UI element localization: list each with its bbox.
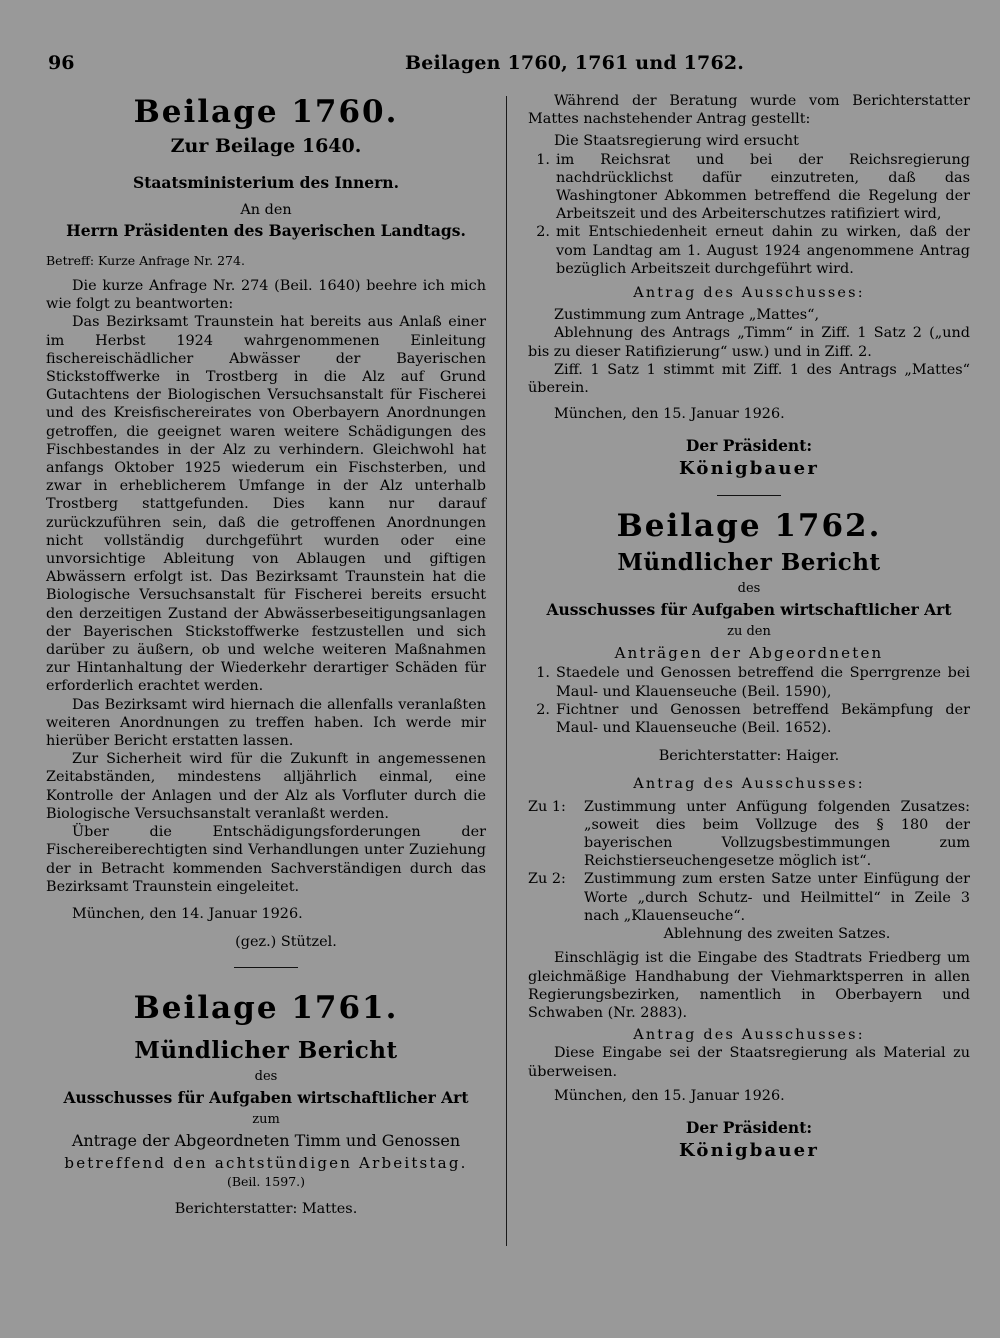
- ersucht-line: Die Staatsregierung wird ersucht: [554, 133, 799, 150]
- praesident-name-1762: Königbauer: [678, 1139, 820, 1161]
- praesident-label-1761: Der Präsident:: [685, 436, 813, 456]
- paragraph-3: Das Bezirksamt wird hiernach die allenfalls veranlaßten weiteren Anordnungen zu treffen haben. Ich werde mir hierüber Bericht erstatten lassen.: [46, 696, 486, 750]
- zu-2-entry: [528, 870, 970, 925]
- zu-2-text: Zustimmung zum ersten Satze unter Einfügung der Worte „durch Schutz- und Heilmittel“ in Zeile 3 nach „Klauenseuche“.: [584, 871, 970, 924]
- antrag-line-2: Ablehnung des Antrags „Timm“ in Ziff. 1 Satz 2 („und bis zu dieser Ratifizierung“ usw.) und in Ziff. 2.: [528, 325, 970, 360]
- list-item: [528, 664, 970, 700]
- antrag-heading-1762: Antrag des Ausschusses:: [633, 776, 865, 793]
- beil-1597: (Beil. 1597.): [226, 1174, 306, 1190]
- ministry-line: Staatsministerium des Innern.: [133, 173, 399, 192]
- addressee-line: Herrn Präsidenten des Bayerischen Landtags.: [66, 221, 466, 240]
- rapporteur-1761: Berichterstatter: Mattes.: [174, 1201, 358, 1218]
- list-item-number: 1.: [536, 665, 550, 682]
- beilage-1761-title: Beilage 1761.: [133, 990, 399, 1027]
- date-line-1760: München, den 14. Januar 1926.: [72, 905, 303, 922]
- committee-line-1761: Ausschusses für Aufgaben wirtschaftlicher Art: [63, 1088, 469, 1108]
- antrag-line-3: Ziff. 1 Satz 1 stimmt mit Ziff. 1 des Antrags „Mattes“ überein.: [528, 361, 970, 397]
- praesident-label-1762: Der Präsident:: [685, 1117, 813, 1137]
- date-line-1762: München, den 15. Januar 1926.: [554, 1087, 785, 1104]
- eingabe-paragraph: Einschlägig ist die Eingabe des Stadtrats Friedberg um gleichmäßige Handhabung der Viehmarktsperren in allen Regierungsbezirken, namentlich in Oberbayern und Schwaben (Nr. 2883).: [528, 950, 970, 1021]
- section-rule: [717, 495, 781, 496]
- betreff-line: Betreff: Kurze Anfrage Nr. 274.: [46, 253, 245, 268]
- list-item-number: 2.: [536, 224, 550, 241]
- rapporteur-1762: Berichterstatter: Haiger.: [658, 748, 840, 765]
- paragraph-4: Zur Sicherheit wird für die Zukunft in angemessenen Zeitabständen, mindestens alljährlich einmal, eine Kontrolle der Anlagen und der Alz als Vorfluter durch die Biologische Versuchsanstalt veranlaßt werden.: [46, 751, 486, 822]
- list-item-text: im Reichsrat und bei der Reichsregierung nachdrücklichst dafür einzutreten, daß das Washingtoner Abkommen betreffend die Regelung der Arbeitszeit und des Arbeiterschutzes ratifiziert wird,: [556, 151, 970, 223]
- praesident-name-1761: Königbauer: [678, 458, 820, 480]
- beilage-1762-title: Beilage 1762.: [616, 508, 882, 545]
- antraegen-line: Anträgen der Abgeordneten: [614, 644, 884, 663]
- page-number: 96: [48, 52, 75, 74]
- committee-line-1762: Ausschusses für Aufgaben wirtschaftlicher Art: [546, 600, 952, 620]
- des-line-1762: des: [737, 581, 761, 597]
- right-column: [528, 92, 970, 1163]
- list-item: [528, 151, 970, 224]
- paragraph-5: Über die Entschädigungsforderungen der Fischereiberechtigten sind Verhandlungen unter Zuziehung der in Betracht kommenden Sachverständigen durch das Bezirksamt Traunstein eingeleitet.: [46, 824, 486, 895]
- list-item-number: 2.: [536, 701, 550, 718]
- zu-1-text: Zustimmung unter Anfügung folgenden Zusatzes: „soweit dies beim Vollzuge des § 180 der bayerischen Vollzugsbestimmungen zum Reichstierseuchengesetze möglich ist“.: [584, 798, 970, 870]
- zu-2-label: Zu 2:: [528, 871, 566, 888]
- motion-line-1: Antrage der Abgeordneten Timm und Genossen: [71, 1131, 461, 1151]
- bericht-1762-heading: Mündlicher Bericht: [617, 549, 881, 577]
- list-item: [528, 701, 970, 737]
- beilage-1760-subtitle: Zur Beilage 1640.: [170, 135, 362, 157]
- signature-line: (gez.) Stützel.: [235, 934, 337, 951]
- zu-den-line: zu den: [727, 624, 771, 640]
- running-title: Beilagen 1760, 1761 und 1762.: [405, 52, 745, 74]
- date-line-1761: München, den 15. Januar 1926.: [554, 406, 785, 423]
- des-line-1761: des: [254, 1069, 278, 1085]
- zu-1-entry: [528, 798, 970, 871]
- motion-line-2: betreffend den achtstündigen Arbeitstag.: [64, 1154, 468, 1173]
- list-item-text: mit Entschiedenheit erneut dahin zu wirken, daß der vom Landtag am 1. August 1924 angenommene Antrag bezüglich Arbeitszeit durchgeführt wird.: [556, 224, 970, 277]
- zu-2-text-2: Ablehnung des zweiten Satzes.: [663, 926, 891, 943]
- zu-1-label: Zu 1:: [528, 798, 566, 815]
- beilage-1760-title: Beilage 1760.: [133, 94, 399, 130]
- left-column: [46, 92, 486, 1219]
- material-paragraph: Diese Eingabe sei der Staatsregierung als Material zu überweisen.: [528, 1045, 970, 1080]
- paragraph-1: Die kurze Anfrage Nr. 274 (Beil. 1640) beehre ich mich wie folgt zu beantworten:: [46, 278, 486, 313]
- intro-paragraph: Während der Beratung wurde vom Berichterstatter Mattes nachstehender Antrag gestellt:: [528, 93, 970, 128]
- section-rule: [234, 967, 298, 968]
- list-item-text: Fichtner und Genossen betreffend Bekämpfung der Maul- und Klauenseuche (Beil. 1652).: [556, 701, 970, 737]
- antrag-heading-1762-2: Antrag des Ausschusses:: [633, 1027, 865, 1044]
- bericht-1761-heading: Mündlicher Bericht: [134, 1037, 398, 1065]
- list-item-text: Staedele und Genossen betreffend die Sperrgrenze bei Maul- und Klauenseuche (Beil. 1590),: [556, 665, 970, 700]
- column-divider: [506, 96, 507, 1246]
- antrag-heading-1761: Antrag des Ausschusses:: [633, 285, 865, 302]
- list-item-number: 1.: [536, 151, 550, 168]
- paragraph-2: Das Bezirksamt Traunstein hat bereits aus Anlaß einer im Herbst 1924 wahrgenommenen Einleitung fischereischädlicher Abwässer der Bayerischen Stickstoffwerke in Trostberg in die Alz auf Grund Gutachtens der Biologischen Versuchsanstalt für Fischerei und des Kreisfischereirates von Oberbayern Anordnungen getroffen, die geeignet waren weitere Schädigungen des Fischbestandes in der Alz zu verhindern. Gleichwohl hat anfangs Oktober 1925 wiederum ein Fischsterben, und zwar in erheblicherem Umfange in der Alz unterhalb Trostberg stattgefunden. Dies kann nur darauf zurückzuführen sein, daß die getroffenen Anordnungen nicht vollständig durchgeführt wurden oder eine unvorsichtige Ableitung von Ablaugen und giftigen Abwässern erfolgt ist. Das Bezirksamt Traunstein hat die Biologische Versuchsanstalt für Fischerei bereits ersucht den derzeitigen Zustand der Abwässerbeseitigungsanlagen der Bayerischen Stickstoffwerke festzustellen und sich darüber zu äußern, ob und welche weiteren Maßnahmen zur Hintanhaltung der Wiederkehr derartiger Schäden für erforderlich erachtet werden.: [46, 314, 486, 695]
- antrag-line-1: Zustimmung zum Antrage „Mattes“,: [554, 307, 820, 324]
- zum-line: zum: [252, 1112, 280, 1128]
- list-item: [528, 223, 970, 278]
- an-den-line: An den: [240, 202, 292, 218]
